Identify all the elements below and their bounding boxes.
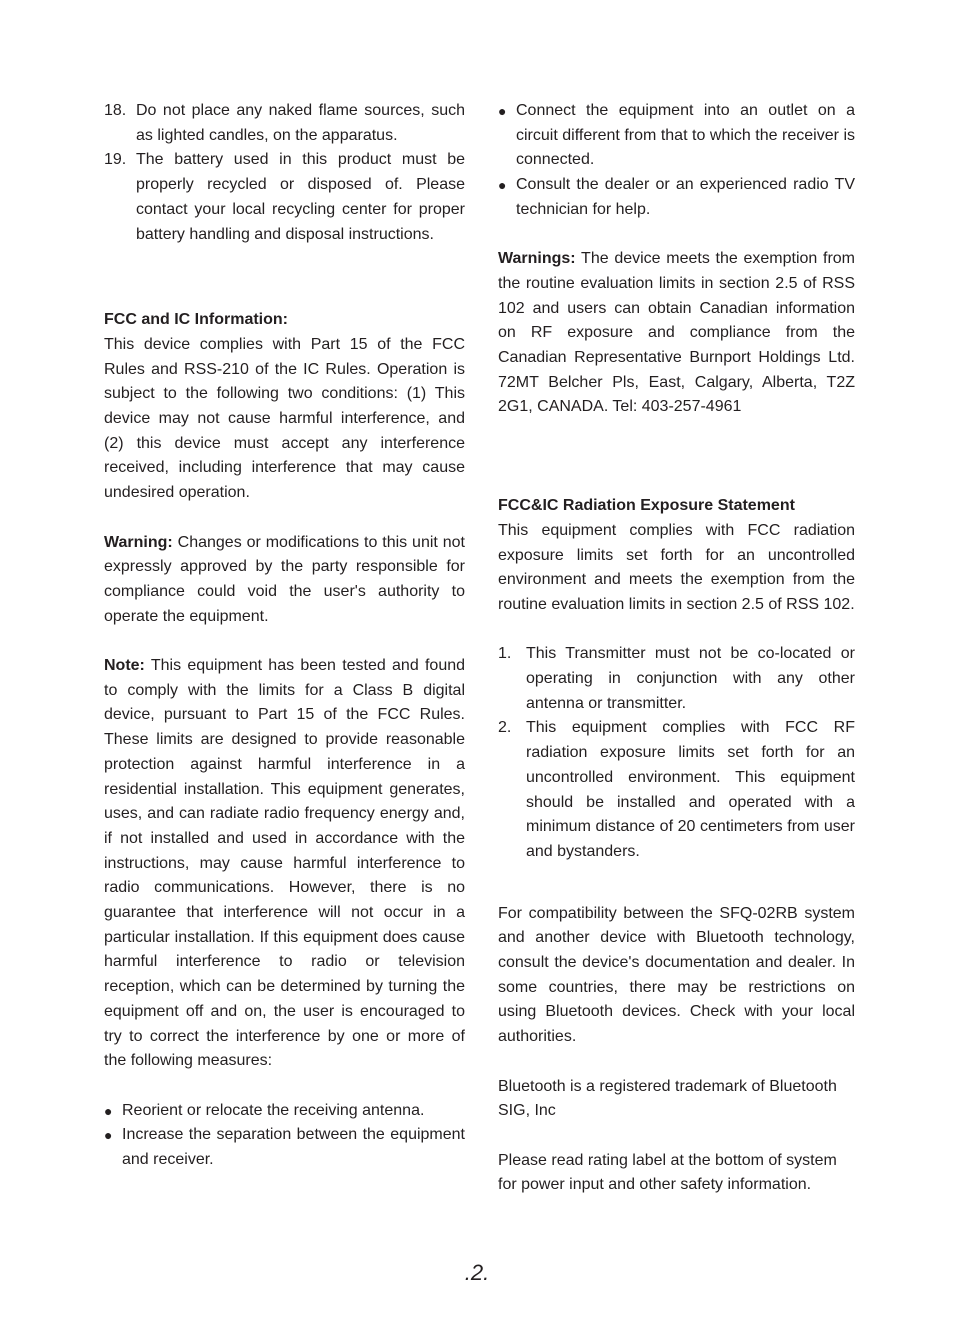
list-item xyxy=(104,99,465,148)
list-item xyxy=(104,1123,465,1172)
item-number: 18. xyxy=(104,102,127,119)
spacer xyxy=(498,1124,855,1149)
item-text: Increase the separation between the equipment and receiver. xyxy=(122,1126,465,1169)
spacer xyxy=(498,420,855,494)
warnings-paragraph xyxy=(498,247,855,420)
item-text: Connect the equipment into an outlet on a circuit different from that to which the receiver is connected. xyxy=(516,102,855,169)
list-item xyxy=(498,716,855,864)
bullet-icon: ● xyxy=(104,1102,113,1119)
list-item xyxy=(498,642,855,716)
warnings-text: The device meets the exemption from the routine evaluation limits in section 2.5 of RSS 102 and users can obtain Canadian information on RF exposure and compliance from the Canadian Representative Burnport Holdings Ltd. 72MT Belcher Pls, East, Calgary, Alberta, T2Z 2G1, CANADA. Tel: 403-257-4961 xyxy=(498,250,856,416)
fcc-ic-heading: FCC and IC Information: xyxy=(104,311,288,329)
bluetooth-trademark-paragraph: Bluetooth is a registered trademark of Bluetooth SIG, Inc xyxy=(498,1077,837,1120)
item-text: The battery used in this product must be properly recycled or disposed of. Please contact your local recycling center for proper battery handling and disposal instructions. xyxy=(136,151,465,243)
interference-measures-list xyxy=(104,1099,465,1173)
item-text: Consult the dealer or an experienced radio TV technician for help. xyxy=(516,176,855,218)
item-number: 19. xyxy=(104,151,127,169)
radiation-paragraph: This equipment complies with FCC radiation exposure limits set forth for an uncontrolled environment and meets the exemption from the routine evaluation limits in section 2.5 of RSS 102. xyxy=(498,521,855,613)
item-text: This equipment complies with FCC RF radiation exposure limits set forth for an uncontrolled environment. This equipment should be installed and operated with a minimum distance of 20 centimeters from user and bystanders. xyxy=(526,719,855,860)
warnings-label: Warnings: xyxy=(498,250,576,268)
note-paragraph xyxy=(104,654,465,1074)
bullet-icon: ● xyxy=(498,103,507,119)
warning-paragraph xyxy=(104,531,465,630)
list-item xyxy=(104,148,465,247)
spacer xyxy=(104,629,465,654)
spacer xyxy=(104,1074,465,1099)
bullet-icon: ● xyxy=(104,1127,113,1144)
spacer xyxy=(498,223,855,248)
list-item xyxy=(498,99,855,173)
left-column xyxy=(104,99,465,1173)
safety-instructions-list xyxy=(104,99,465,247)
spacer xyxy=(498,1050,855,1075)
item-text: Do not place any naked flame sources, such as lighted candles, on the apparatus. xyxy=(136,102,465,144)
item-number: 1. xyxy=(498,645,512,663)
warning-label: Warning: xyxy=(104,533,173,551)
bullet-icon: ● xyxy=(498,177,507,194)
spacer xyxy=(104,506,465,531)
interference-measures-list-continued xyxy=(498,99,855,223)
bluetooth-compatibility-paragraph: For compatibility between the SFQ-02RB system and another device with Bluetooth technology, consult the device's documentation and dealer. In some countries, there may be restrictions on using Bluetooth devices. Check with your local authorities. xyxy=(498,904,855,1046)
warning-text: Changes or modifications to this unit not expressly approved by the party responsible for compliance could void the user's authority to operate the equipment. xyxy=(104,533,465,625)
list-item xyxy=(104,1099,465,1124)
spacer xyxy=(104,247,465,308)
list-item xyxy=(498,173,855,222)
note-label: Note: xyxy=(104,657,145,675)
item-text: Reorient or relocate the receiving antenna. xyxy=(122,1101,425,1119)
note-text: This equipment has been tested and found to comply with the limits for a Class B digital device, pursuant to Part 15 of the FCC Rules. These limits are designed to provide reasonable protection against harmful interference in a residential installation. This equipment generates, uses, and can radiate radio frequency energy and, if not installed and used in accordance with the instructions, may cause harmful interference to radio communications. However, there is no guarantee that interference will not occur in a particular installation. If this equipment does cause harmful interference to radio or television reception, which can be determined by turning the equipment off and on, the user is encouraged to try to correct the interference by one or more of the following measures: xyxy=(104,657,466,1070)
radiation-conditions-list xyxy=(498,642,855,864)
fcc-ic-paragraph: This device complies with Part 15 of the FCC Rules and RSS-210 of the IC Rules. Operation is subject to the following two conditions: (1) This device may not cause harmful interference, and (2) this device must accept any interference received, including interference that may cause undesired operation. xyxy=(104,335,465,502)
rating-label-paragraph: Please read rating label at the bottom of system for power input and other safety information. xyxy=(498,1151,837,1194)
item-text: This Transmitter must not be co-located or operating in conjunction with any other antenna or transmitter. xyxy=(526,645,855,712)
page-number: .2. xyxy=(464,1260,490,1285)
item-number: 2. xyxy=(498,719,512,737)
right-column xyxy=(498,99,855,1198)
spacer xyxy=(498,618,855,643)
radiation-heading: FCC&IC Radiation Exposure Statement xyxy=(498,497,795,515)
spacer xyxy=(498,865,855,902)
